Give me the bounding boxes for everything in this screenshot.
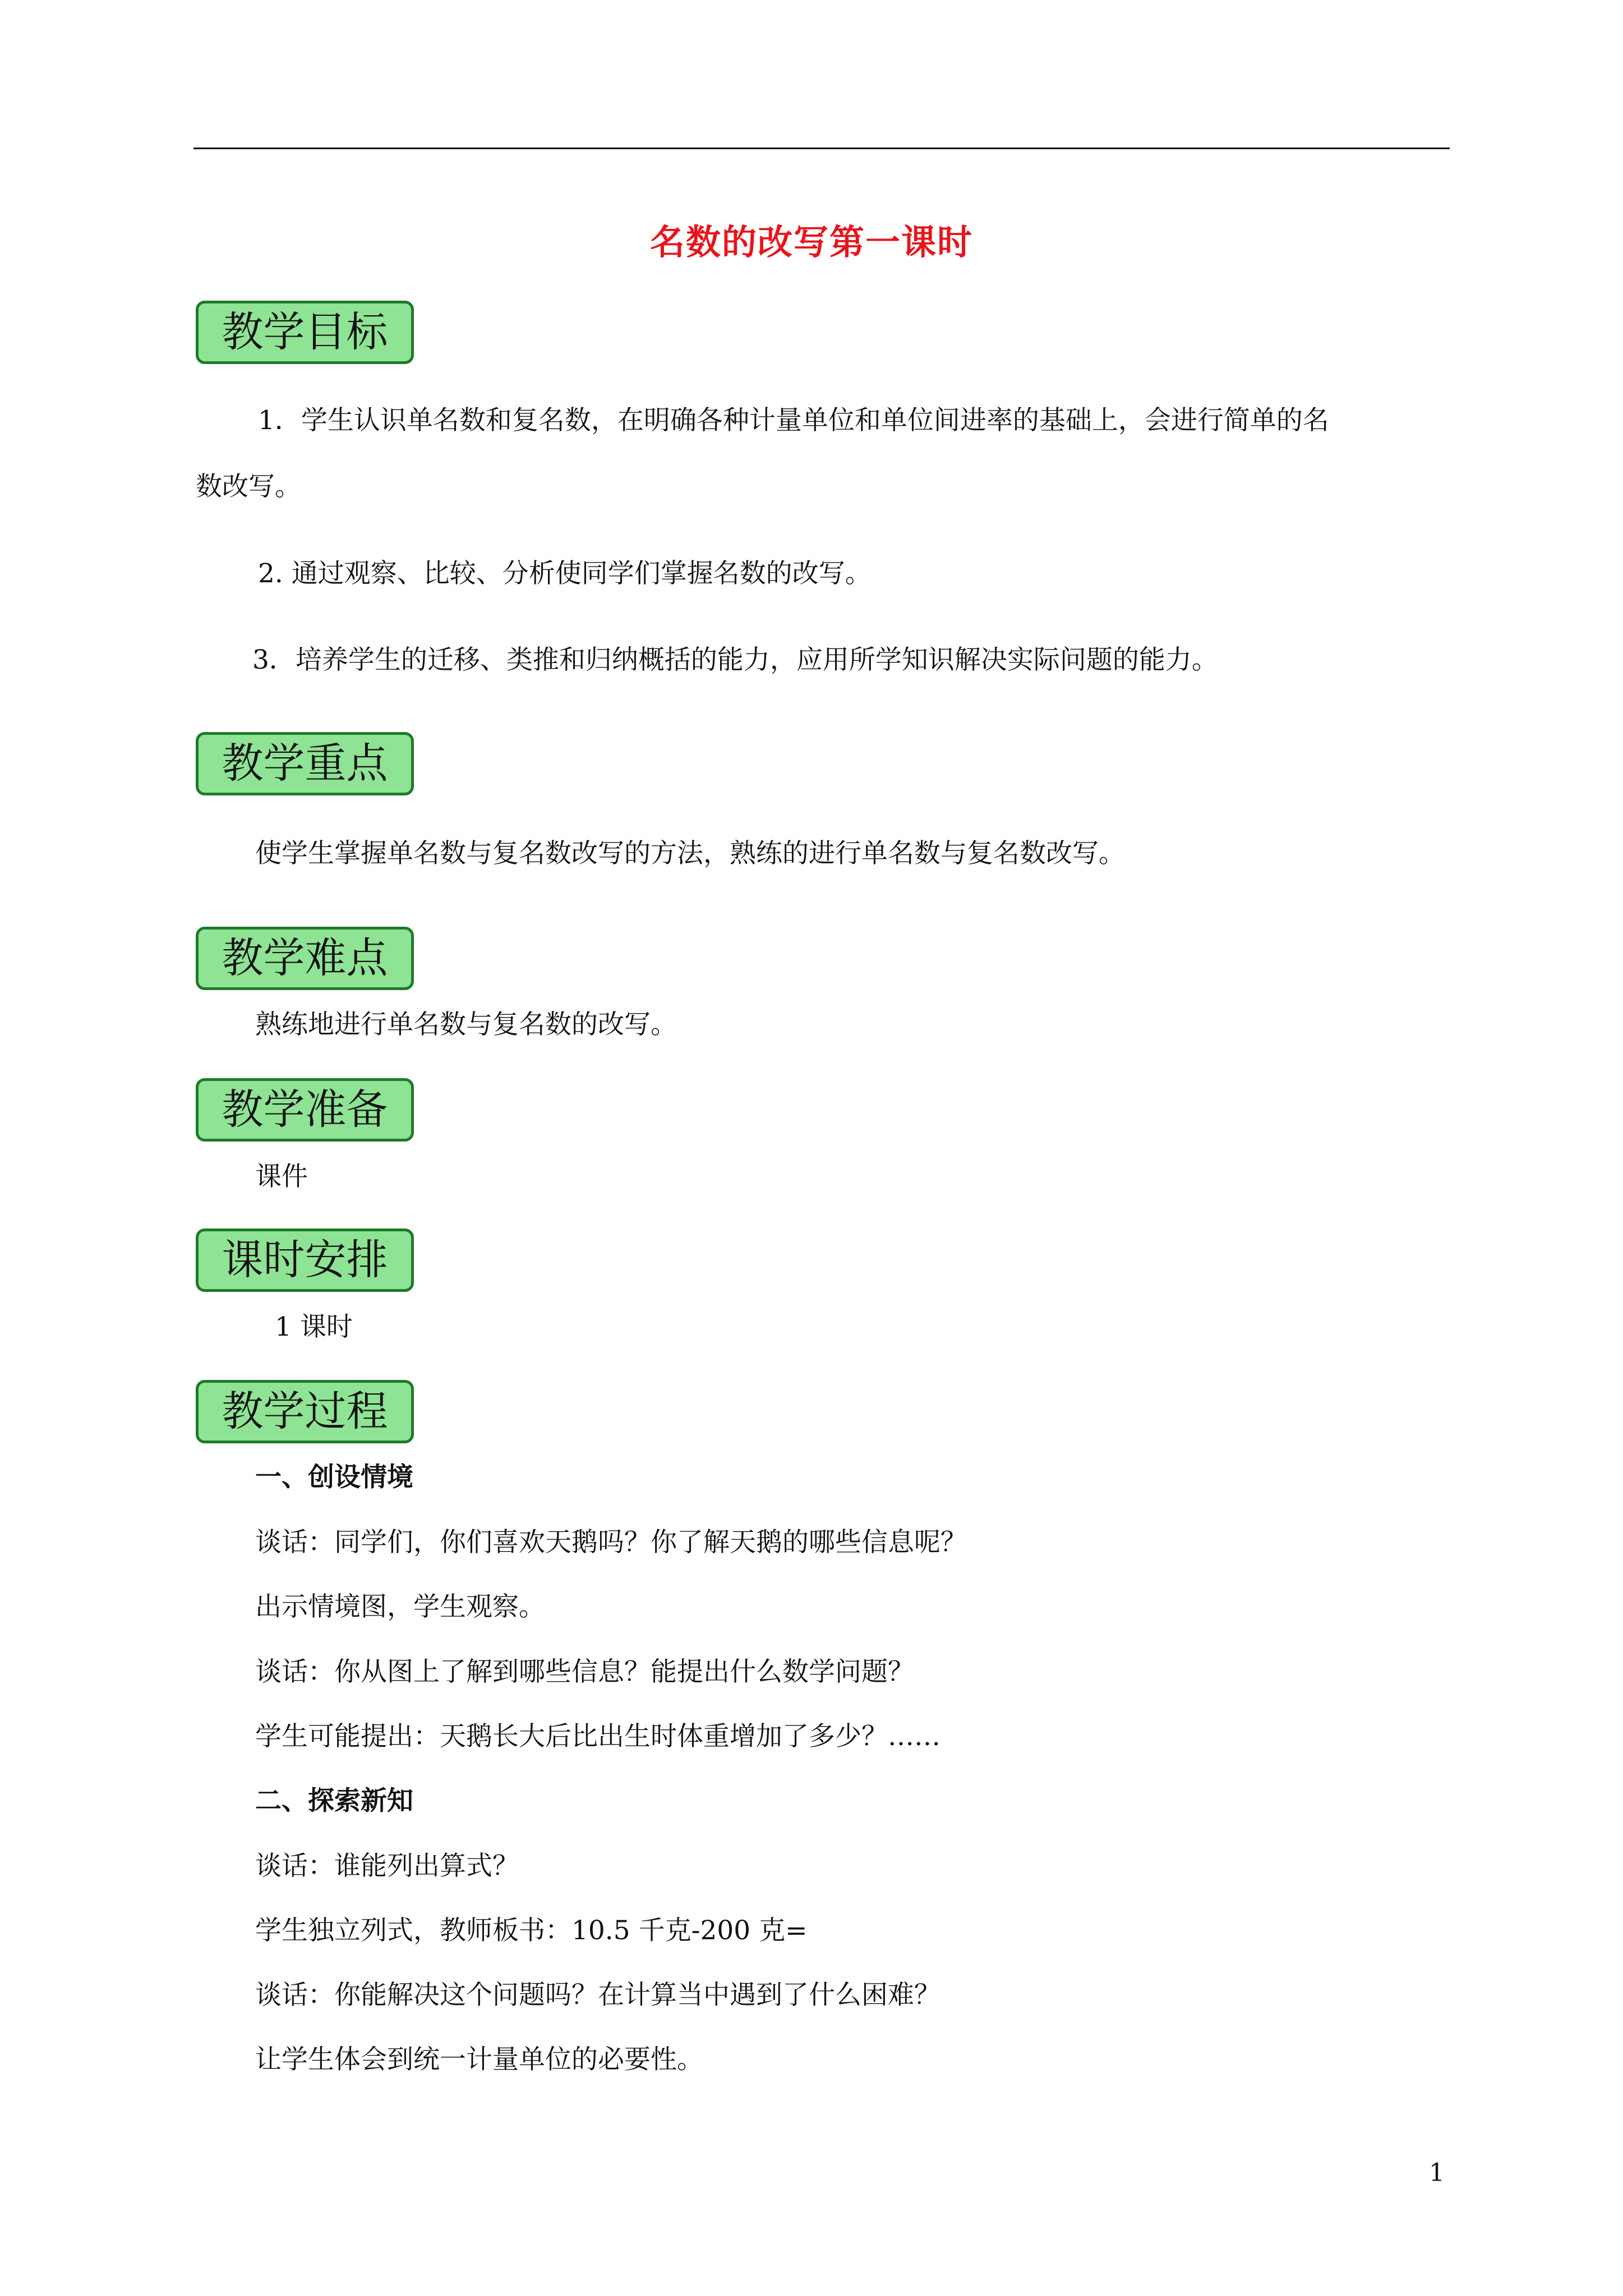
difficulties-text: 熟练地进行单名数与复名数的改写。	[255, 1009, 677, 1040]
process-line: 谈话：你从图上了解到哪些信息？能提出什么数学问题？	[255, 1657, 914, 1687]
process-part2-title: 二、探索新知	[255, 1786, 413, 1816]
header-rule	[193, 148, 1450, 149]
process-line: 谈话：谁能列出算式？	[255, 1851, 519, 1881]
process-line: 让学生体会到统一计量单位的必要性。	[255, 2044, 703, 2075]
process-line: 学生可能提出：天鹅长大后比出生时体重增加了多少？……	[255, 1721, 940, 1752]
process-line: 谈话：你能解决这个问题吗？在计算当中遇到了什么困难？	[255, 1980, 940, 2010]
goal-item-3: 3．培养学生的迁移、类推和归纳概括的能力，应用所学知识解决实际问题的能力。	[252, 645, 1218, 675]
process-line: 谈话：同学们，你们喜欢天鹅吗？你了解天鹅的哪些信息呢？	[255, 1527, 967, 1558]
page-number: 1	[1429, 2159, 1445, 2187]
document-title: 名数的改写第一课时	[649, 222, 973, 263]
process-part1-title: 一、创设情境	[255, 1462, 413, 1493]
section-heading-key-points: 教学重点	[196, 732, 414, 795]
goal-item-1-continued: 数改写。	[196, 471, 301, 502]
section-heading-preparation: 教学准备	[196, 1078, 414, 1142]
section-heading-process: 教学过程	[196, 1380, 414, 1443]
section-heading-goals: 教学目标	[196, 301, 414, 364]
goal-item-1: 1．学生认识单名数和复名数，在明确各种计量单位和单位间进率的基础上，会进行简单的名	[258, 405, 1329, 436]
section-heading-difficulties: 教学难点	[196, 927, 414, 990]
process-line: 出示情境图，学生观察。	[255, 1591, 545, 1622]
process-line: 学生独立列式，教师板书：10.5 千克-200 克=	[255, 1915, 808, 1946]
key-points-text: 使学生掌握单名数与复名数改写的方法，熟练的进行单名数与复名数改写。	[255, 838, 1125, 869]
preparation-text: 课件	[255, 1161, 308, 1192]
section-heading-schedule: 课时安排	[196, 1228, 414, 1292]
schedule-text: 1 课时	[275, 1312, 353, 1342]
goal-item-2: 2. 通过观察、比较、分析使同学们掌握名数的改写。	[258, 558, 872, 589]
